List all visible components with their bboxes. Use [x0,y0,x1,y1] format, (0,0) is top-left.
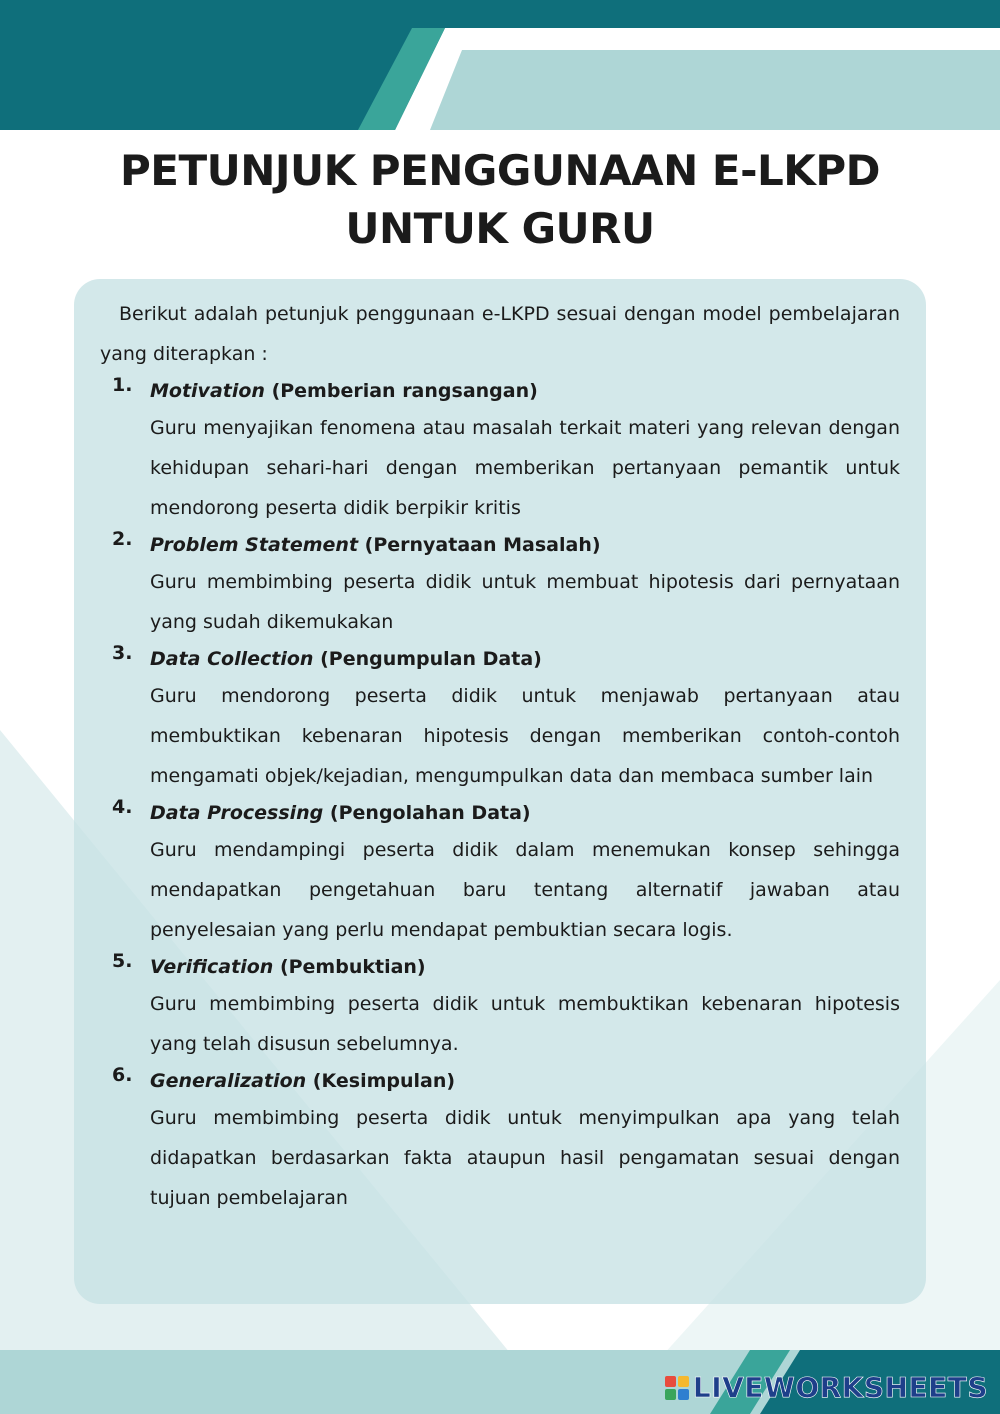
step-number: 1. [112,374,133,396]
title-line-2: UNTUK GURU [345,204,655,253]
step-2 [100,528,900,642]
step-term: Problem Statement [150,534,359,556]
step-translation: (Pernyataan Masalah) [364,534,601,556]
step-term: Verification [150,956,274,978]
step-description: Guru membimbing peserta didik untuk membuktikan kebenaran hipotesis yang telah disusun sebelumnya. [150,993,900,1055]
step-translation: (Pengolahan Data) [329,802,531,824]
step-term: Data Processing [150,802,324,824]
step-5 [100,950,900,1064]
step-translation: (Kesimpulan) [312,1070,456,1092]
step-3 [100,642,900,796]
step-description: Guru mendorong peserta didik untuk menjawab pertanyaan atau membuktikan kebenaran hipotesis dengan memberikan contoh-contoh mengamati objek/kejadian, mengumpulkan data dan membaca sumber lain [150,685,900,787]
step-heading [150,528,900,562]
step-heading [150,642,900,676]
instructions-content [100,294,900,1218]
step-translation: (Pengumpulan Data) [320,648,542,670]
step-heading [150,950,900,984]
step-term: Motivation [150,380,265,402]
page-title [0,142,1000,258]
top-banner-light-stripe [430,50,1000,130]
step-description: Guru membimbing peserta didik untuk menyimpulkan apa yang telah didapatkan berdasarkan fakta ataupun hasil pengamatan sesuai dengan tujuan pembelajaran [150,1107,900,1209]
step-number: 4. [112,796,133,818]
step-4 [100,796,900,950]
step-description: Guru mendampingi peserta didik dalam menemukan konsep sehingga mendapatkan pengetahuan baru tentang alternatif jawaban atau penyelesaian yang perlu mendapat pembuktian secara logis. [150,839,900,941]
liveworksheets-brand[interactable] [665,1371,988,1404]
step-description: Guru membimbing peserta didik untuk membuat hipotesis dari pernyataan yang sudah dikemukakan [150,571,900,633]
liveworksheets-logo-icon [665,1376,689,1400]
step-number: 5. [112,950,133,972]
liveworksheets-wordmark: LIVEWORKSHEETS [692,1371,988,1404]
title-line-1: PETUNJUK PENGGUNAAN E-LKPD [120,146,880,195]
step-6 [100,1064,900,1218]
step-heading [150,374,900,408]
step-number: 2. [112,528,133,550]
step-term: Data Collection [150,648,314,670]
intro-paragraph: Berikut adalah petunjuk penggunaan e-LKPD sesuai dengan model pembelajaran yang diterapkan : [100,303,900,365]
step-translation: (Pemberian rangsangan) [271,380,538,402]
step-heading [150,796,900,830]
step-term: Generalization [150,1070,307,1092]
step-description: Guru menyajikan fenomena atau masalah terkait materi yang relevan dengan kehidupan sehari-hari dengan memberikan pertanyaan pemantik untuk mendorong peserta didik berpikir kritis [150,417,900,519]
step-1 [100,374,900,528]
step-translation: (Pembuktian) [279,956,426,978]
step-number: 6. [112,1064,133,1086]
step-number: 3. [112,642,133,664]
step-heading [150,1064,900,1098]
